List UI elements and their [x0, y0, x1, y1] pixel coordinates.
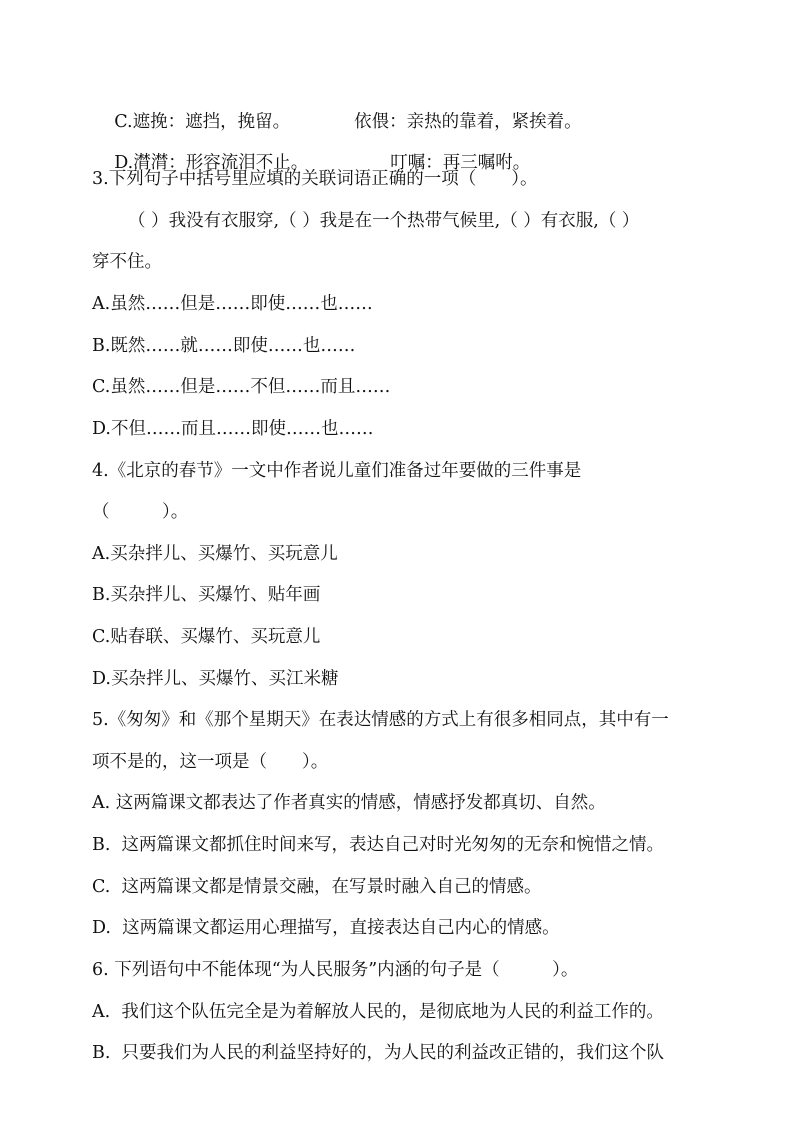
- q3-sentence-line-1: （ ）我没有衣服穿,（ ）我是在一个热带气候里,（ ）有衣服,（ ）: [128, 211, 640, 231]
- q4-option-a: A.买杂拌儿、买爆竹、买玩意儿: [92, 544, 338, 564]
- q3-option-a: A.虽然……但是……即使……也……: [92, 294, 373, 314]
- q4-option-c: C.贴春联、买爆竹、买玩意儿: [92, 627, 321, 647]
- q3-option-b: B.既然……就……即使……也……: [92, 336, 356, 356]
- q2-option-c-left: C.遮挽：遮挡，挽留。: [114, 112, 291, 132]
- q2-option-d-right: 叮嘱：再三嘱咐。: [390, 153, 531, 173]
- q5-option-b: B. 这两篇课文都抓住时间来写，表达自己对时光匆匆的无奈和惋惜之情。: [92, 835, 665, 855]
- q6-stem: 6. 下列语句中不能体现“为人民服务”内涵的句子是（ ）。: [92, 960, 579, 980]
- q2-option-d-left: D.潸潸：形容流泪不止。: [114, 153, 309, 173]
- q3-sentence-line-2: 穿不住。: [92, 252, 162, 272]
- q4-stem-line-1: 4.《北京的春节》一文中作者说儿童们准备过年要做的三件事是: [92, 461, 582, 481]
- q3-option-d: D.不但……而且……即使……也……: [92, 419, 374, 439]
- q4-stem-line-2: （ ）。: [92, 502, 189, 522]
- q5-option-d: D. 这两篇课文都运用心理描写，直接表达自己内心的情感。: [92, 918, 560, 938]
- q3-option-c: C.虽然……但是……不但……而且……: [92, 377, 391, 397]
- q3-stem: 3.下列句子中括号里应填的关联词语正确的一项（ ）。: [92, 169, 538, 189]
- q2-option-c-right: 依偎：亲热的靠着，紧挨着。: [354, 112, 582, 132]
- q6-option-a: A. 我们这个队伍完全是为着解放人民的，是彻底地为人民的利益工作的。: [92, 1002, 664, 1022]
- q4-option-d: D.买杂拌儿、买爆竹、买江米糖: [92, 669, 339, 689]
- q6-option-b: B. 只要我们为人民的利益坚持好的，为人民的利益改正错的，我们这个队: [92, 1043, 665, 1063]
- q5-stem-line-2: 项不是的，这一项是（ ）。: [92, 752, 329, 772]
- q5-option-c: C. 这两篇课文都是情景交融，在写景时融入自己的情感。: [92, 877, 542, 897]
- q5-option-a: A. 这两篇课文都表达了作者真实的情感，情感抒发都真切、自然。: [92, 793, 606, 813]
- q5-stem-line-1: 5.《匆匆》和《那个星期天》在表达情感的方式上有很多相同点，其中有一: [92, 710, 669, 730]
- q4-option-b: B.买杂拌儿、买爆竹、贴年画: [92, 585, 321, 605]
